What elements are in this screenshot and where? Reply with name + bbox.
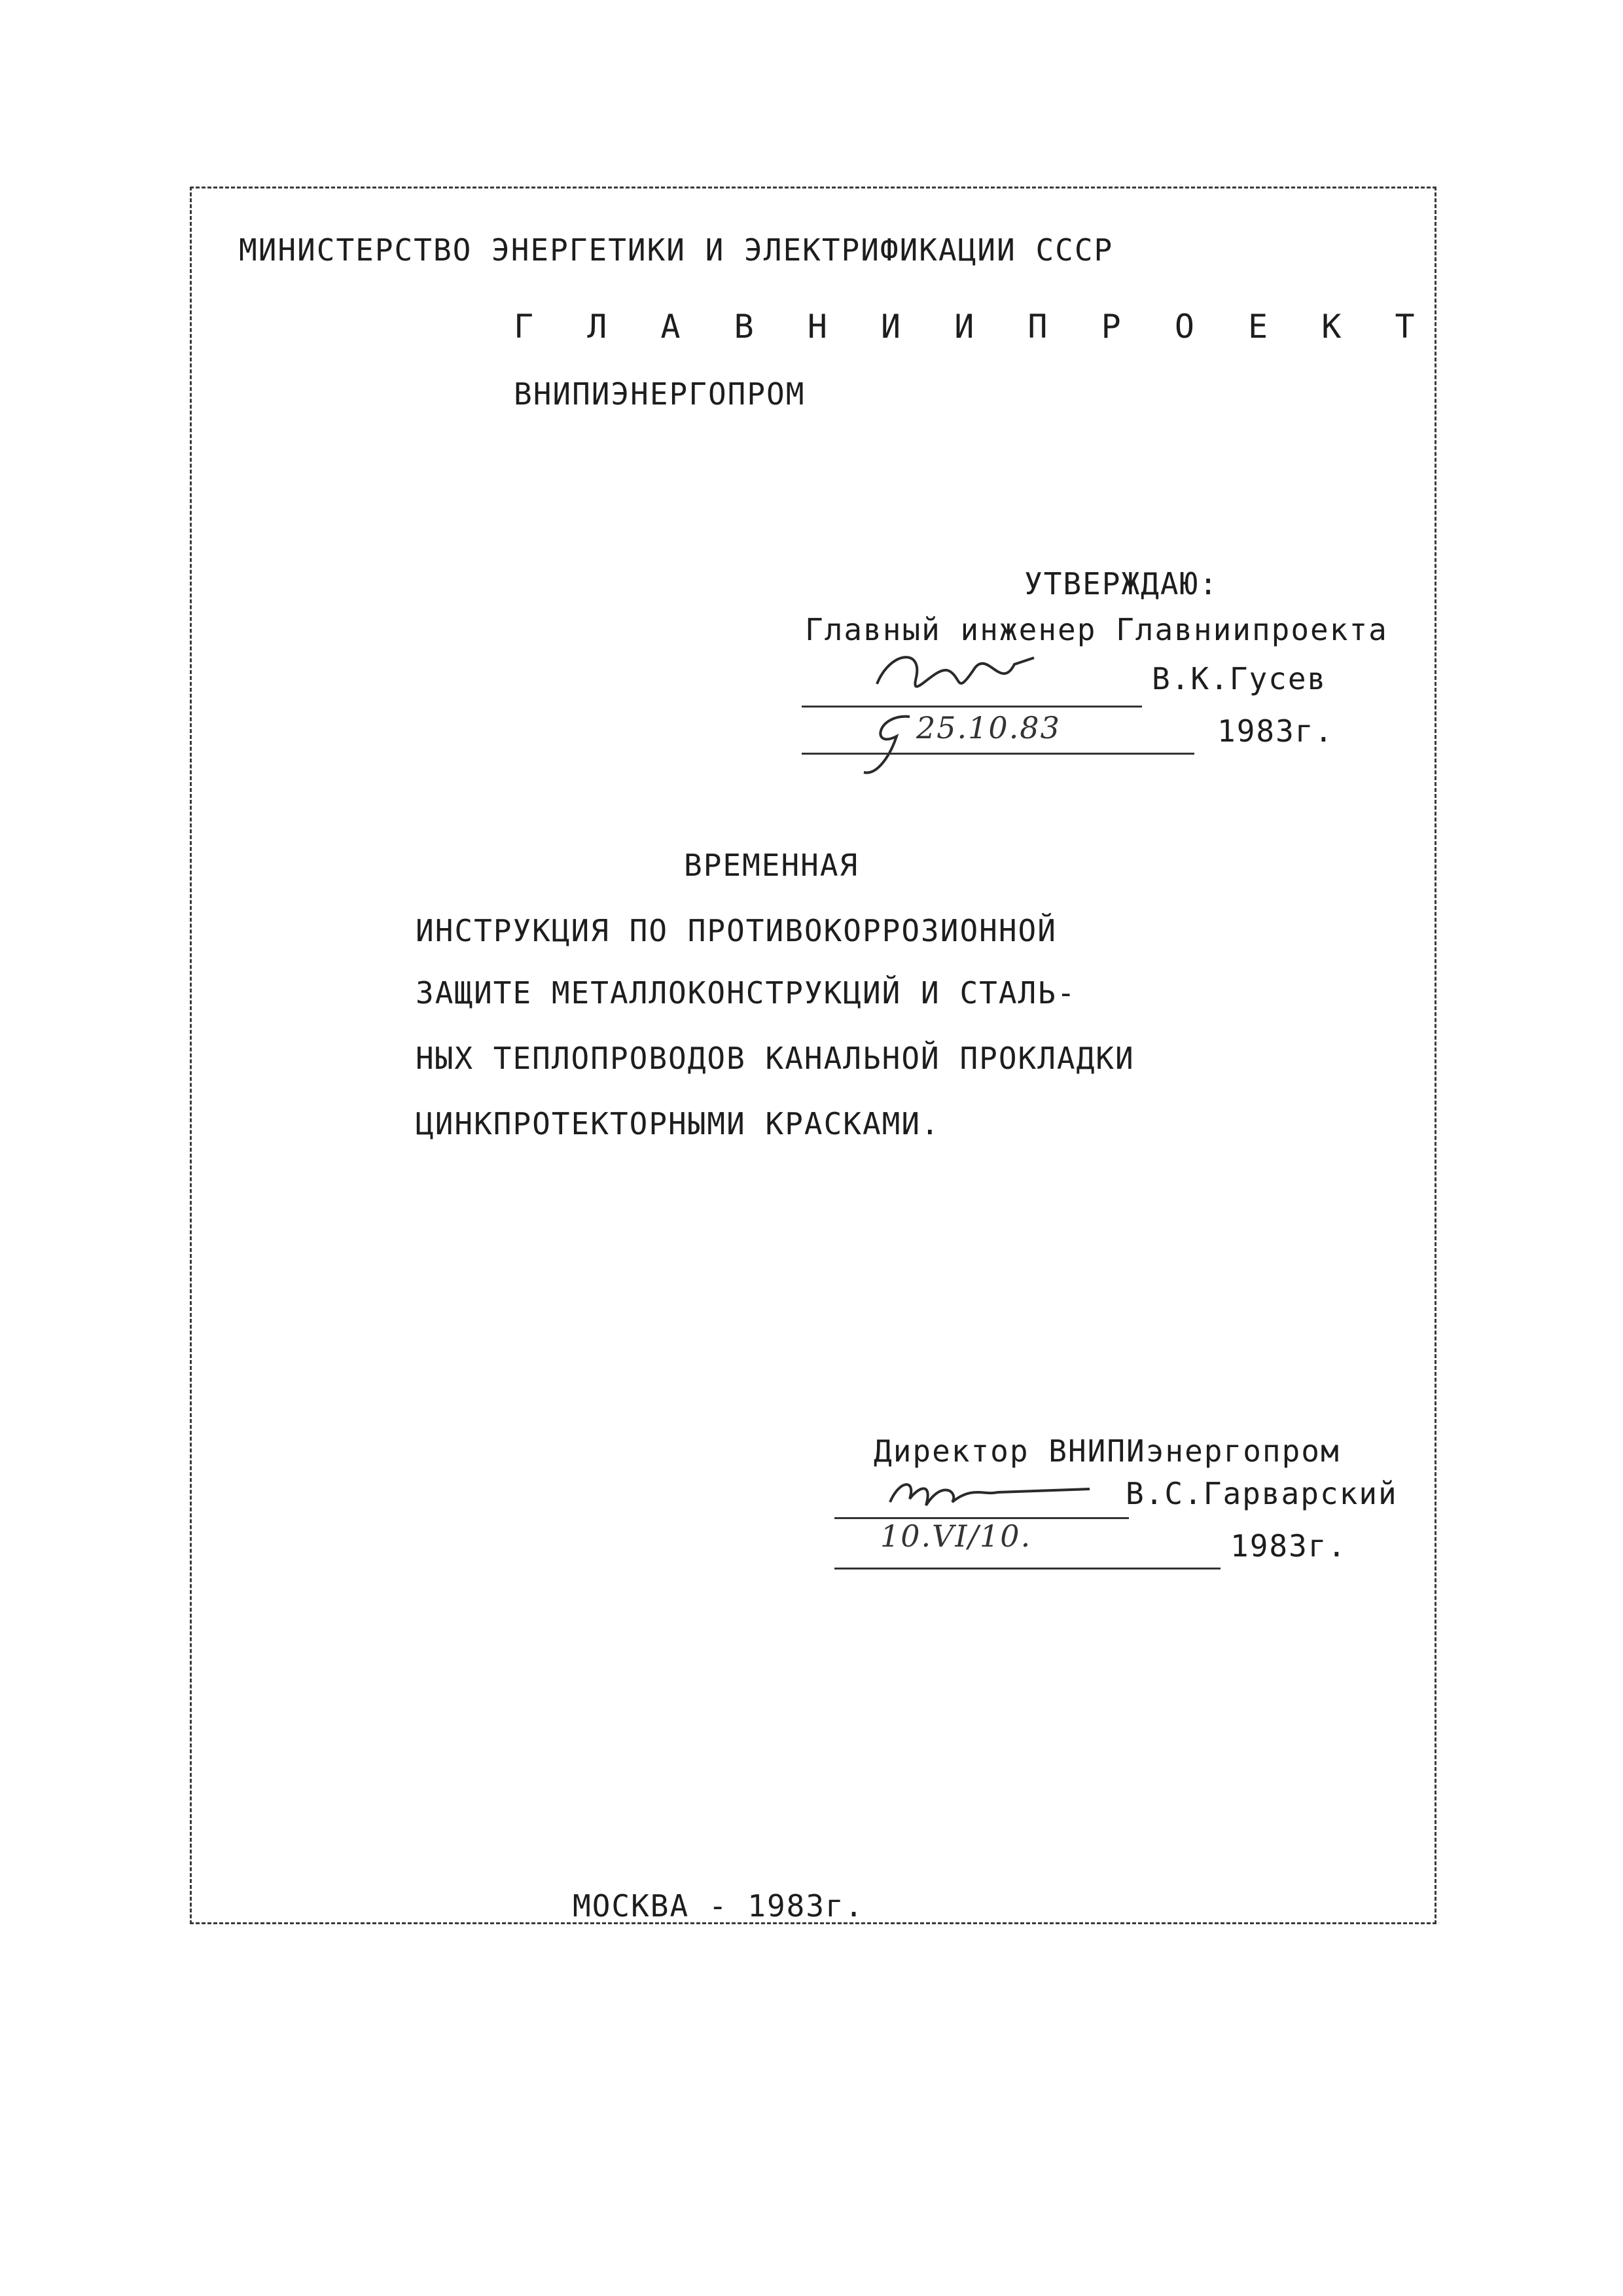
document-title-line-3: ЗАЩИТЕ МЕТАЛЛОКОНСТРУКЦИЙ И СТАЛЬ- (416, 975, 1077, 1011)
place-year: МОСКВА - 1983г. (573, 1888, 865, 1924)
document-title-line-5: ЦИНКПРОТЕКТОРНЫМИ КРАСКАМИ. (416, 1106, 940, 1141)
director-year: 1983г. (1230, 1528, 1347, 1564)
approval-date-line (802, 753, 1194, 755)
approval-name: В.К.Гусев (1152, 661, 1327, 696)
ministry-heading: МИНИСТЕРСТВО ЭНЕРГЕТИКИ И ЭЛЕКТРИФИКАЦИИ СССР (239, 232, 1114, 268)
document-title-line-4: НЫХ ТЕПЛОПРОВОДОВ КАНАЛЬНОЙ ПРОКЛАДКИ (416, 1041, 1135, 1076)
director-position: Директор ВНИПИэнергопром (874, 1433, 1340, 1469)
director-date: 10.VI/10. (880, 1518, 1032, 1554)
approval-date: 25.10.83 (916, 710, 1061, 745)
approval-year: 1983г. (1217, 713, 1334, 749)
document-title-line-1: ВРЕМЕННАЯ (684, 848, 859, 883)
document-title-line-2: ИНСТРУКЦИЯ ПО ПРОТИВОКОРРОЗИОННОЙ (416, 913, 1057, 948)
director-name: В.С.Гарварский (1126, 1476, 1398, 1511)
director-date-line (834, 1568, 1221, 1570)
approval-signature (864, 645, 1047, 717)
approval-date-flourish (851, 710, 929, 782)
approval-position: Главный инженер Главниипроекта (805, 612, 1388, 647)
approval-heading: УТВЕРЖДАЮ: (1024, 566, 1219, 601)
department-heading: Г Л А В Н И И П Р О Е К Т (514, 308, 1432, 346)
institute-heading: ВНИПИЭНЕРГОПРОМ (514, 376, 806, 412)
director-signature (880, 1466, 1096, 1518)
